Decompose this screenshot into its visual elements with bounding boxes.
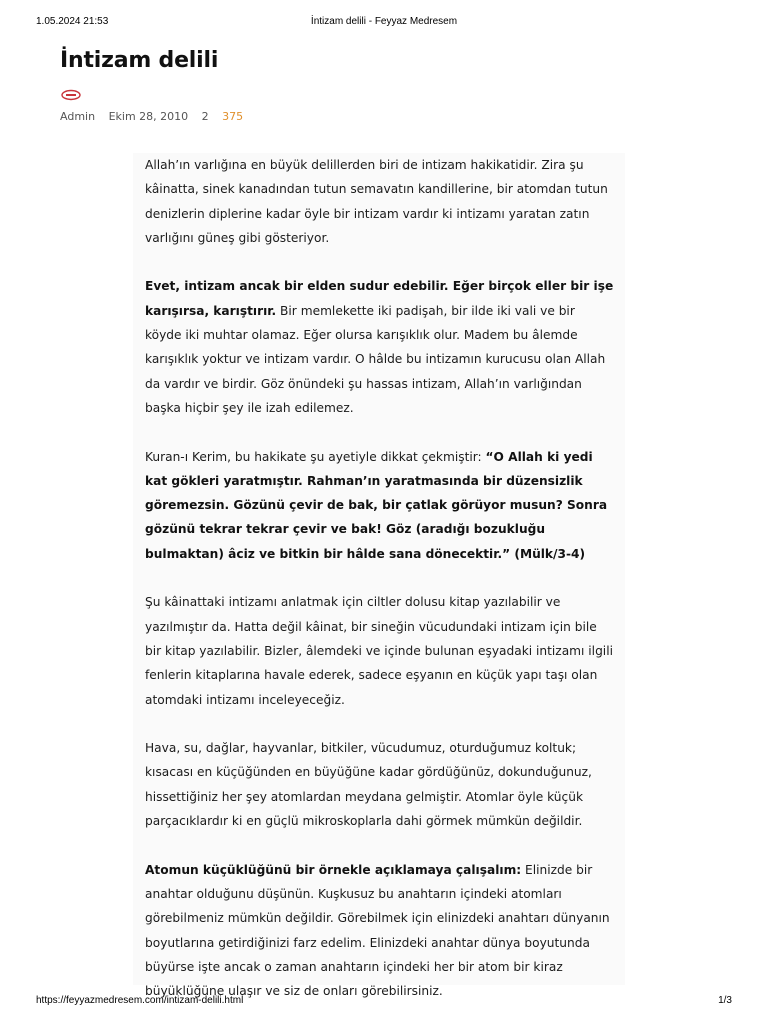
article-paragraph [145, 858, 615, 1004]
post-comment-count[interactable]: 2 [201, 110, 209, 123]
article-paragraph [145, 736, 615, 833]
paragraph-text: Bir memlekette iki padişah, bir ilde iki vali ve bir köyde iki muhtar olamaz. Eğer olursa karışıklık olur. Madem bu âlemde karışıklık yoktur ve intizam vardır. O hâlde bu intizamın kurucusu olan Allah da vardır ve birdir. Göz önündeki şu hassas intizam, Allah’ın varlığından başka hiçbir şey ile izah edilemez. [145, 303, 606, 415]
post-meta [60, 110, 253, 123]
article-paragraph [145, 445, 615, 566]
paragraph-text: Elinizde bir anahtar olduğunu düşünün. Kuşkusuz bu anahtarın içindeki atomları görebilmeniz mümkün değildir. Görebilmek için elinizdeki anahtarı dünyanın boyutlarına getirdiğinizi farz edelim. Elinizdeki anahtar dünya boyutunda büyürse işte ancak o zaman anahtarın içindeki her bir atom bir kiraz büyüklüğüne ulaşır ve siz de onları görebilirsiniz. [145, 862, 610, 999]
print-page-number: 1/3 [718, 995, 732, 1006]
print-footer [0, 995, 768, 1011]
post-date: Ekim 28, 2010 [108, 110, 189, 123]
paragraph-text: Şu kâinattaki intizamı anlatmak için ciltler dolusu kitap yazılabilir ve yazılmıştır da. Hatta değil kâinat, bir sineğin vücudundaki intizam için bile bir kitap yazılabilir. Bizler, âlemdeki ve içinde bulunan eşyadaki intizamı ilgili fenlerin kitaplarına havale ederek, sadece eşyanın en küçük yapı taşı olan atomdaki intizamı inceleyeceğiz. [145, 595, 613, 707]
page-title: İntizam delili [60, 48, 219, 73]
post-author-link[interactable]: Admin [60, 110, 96, 123]
article-content [133, 153, 625, 999]
emphasized-text: Evet, intizam ancak bir elden sudur edebilir. Eğer birçok eller bir işe karışırsa, karıştırır. [145, 279, 614, 318]
author-logo-icon [60, 88, 82, 102]
print-date: 1.05.2024 21:53 [36, 16, 109, 27]
paragraph-text: Allah’ın varlığına en büyük delillerden biri de intizam hakikatidir. Zira şu kâinatta, sinek kanadından tutun semavatın kandillerine, bir atomdan tutun denizlerin diplerine kadar öyle bir intizam vardır ki intizamı yaratan zatın varlığını güneş gibi gösteriyor. [145, 158, 608, 245]
emphasized-text: “O Allah ki yedi kat gökleri yaratmıştır. Rahman’ın yaratmasında bir düzensizlik göremezsin. Gözünü çevir de bak, bir çatlak görüyor musun? Sonra gözünü tekrar tekrar çevir ve bak! Göz (aradığı bozukluğu bulmaktan) âciz ve bitkin bir hâlde sana dönecektir.” (Mülk/3-4) [145, 449, 608, 561]
article-paragraph [145, 590, 615, 711]
article-body [133, 153, 625, 1003]
article-paragraph [145, 274, 615, 420]
paragraph-text: Hava, su, dağlar, hayvanlar, bitkiler, vücudumuz, oturduğumuz koltuk; kısacası en küçüğünden en büyüğüne kadar gördüğünüz, dokunduğunuz, hissettiğiniz her şey atomlardan meydana gelmiştir. Atomlar öyle küçük parçacıklardır ki en güçlü mikroskoplarla dahi görmek mümkün değildir. [145, 741, 592, 829]
print-header [0, 16, 768, 32]
emphasized-text: Atomun küçüklüğünü bir örnekle açıklamaya çalışalım: [145, 862, 522, 877]
print-page-url: https://feyyazmedresem.com/intizam-delili.html [36, 995, 244, 1006]
article-paragraph [145, 153, 615, 250]
post-view-count: 375 [222, 110, 244, 123]
paragraph-text: Kuran-ı Kerim, bu hakikate şu ayetiyle dikkat çekmiştir: [145, 449, 486, 464]
print-document-title: İntizam delili - Feyyaz Medresem [310, 16, 458, 27]
